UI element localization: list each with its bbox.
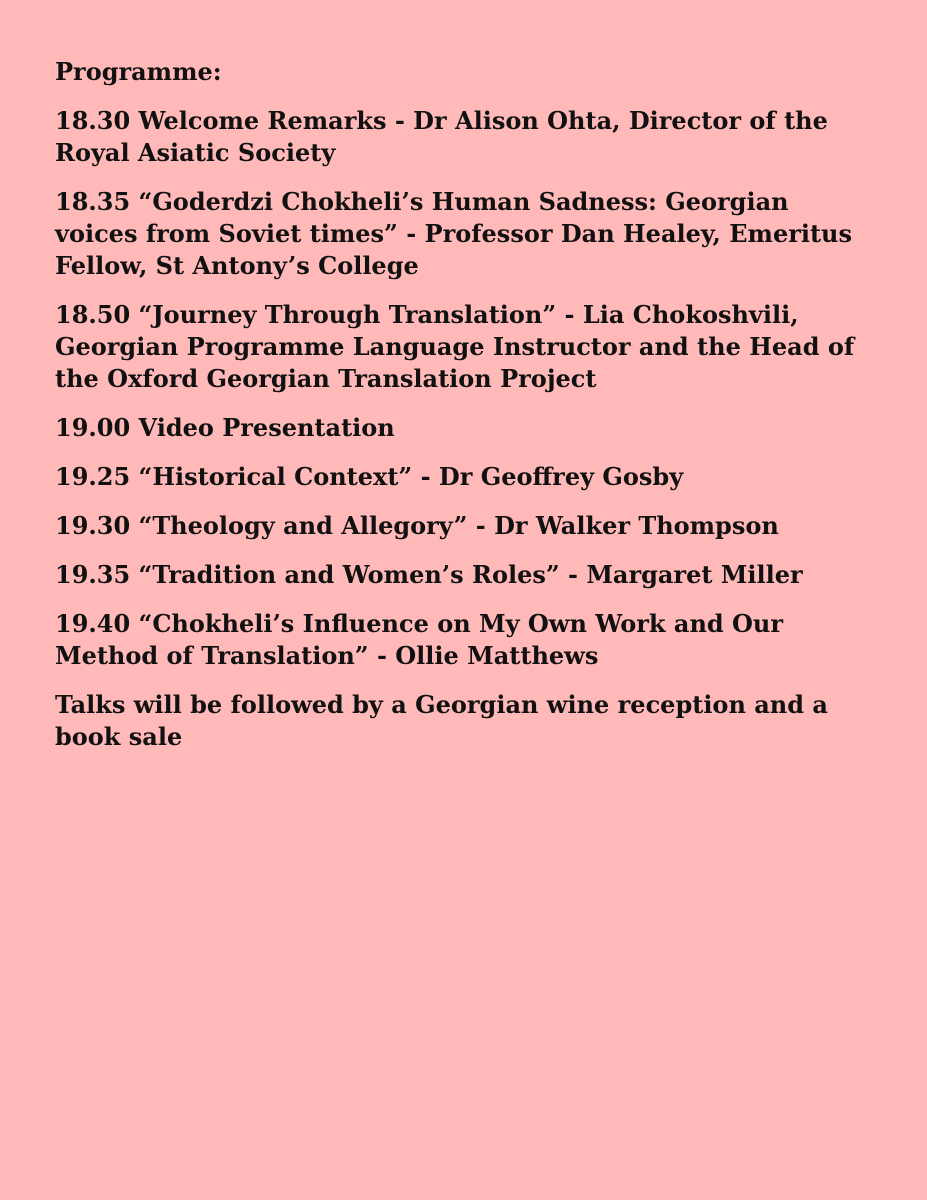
- closing-note: Talks will be followed by a Georgian wine reception and a book sale: [55, 690, 828, 751]
- programme-entry-welcome: 18.30 Welcome Remarks - Dr Alison Ohta, Director of the Royal Asiatic Society: [55, 106, 828, 167]
- programme-entry-human-sadness: 18.35 “Goderdzi Chokheli’s Human Sadness: Georgian voices from Soviet times” - Professor Dan Healey, Emeritus Fellow, St Antony’s College: [55, 187, 853, 280]
- programme-entry-theology-and-allegory: 19.30 “Theology and Allegory” - Dr Walker Thompson: [55, 511, 779, 540]
- programme-entry-journey-through-translation: 18.50 “Journey Through Translation” - Lia Chokoshvili, Georgian Programme Language Instructor and the Head of the Oxford Georgian Translation Project: [55, 300, 855, 393]
- programme-entry-tradition-and-womens-roles: 19.35 “Tradition and Women’s Roles” - Margaret Miller: [55, 560, 803, 589]
- programme-entry-chokhelis-influence: 19.40 “Chokheli’s Influence on My Own Work and Our Method of Translation” - Ollie Matthews: [55, 609, 784, 670]
- programme-entry-video-presentation: 19.00 Video Presentation: [55, 413, 395, 442]
- programme-entry-historical-context: 19.25 “Historical Context” - Dr Geoffrey Gosby: [55, 462, 684, 491]
- programme-heading: Programme:: [55, 57, 222, 86]
